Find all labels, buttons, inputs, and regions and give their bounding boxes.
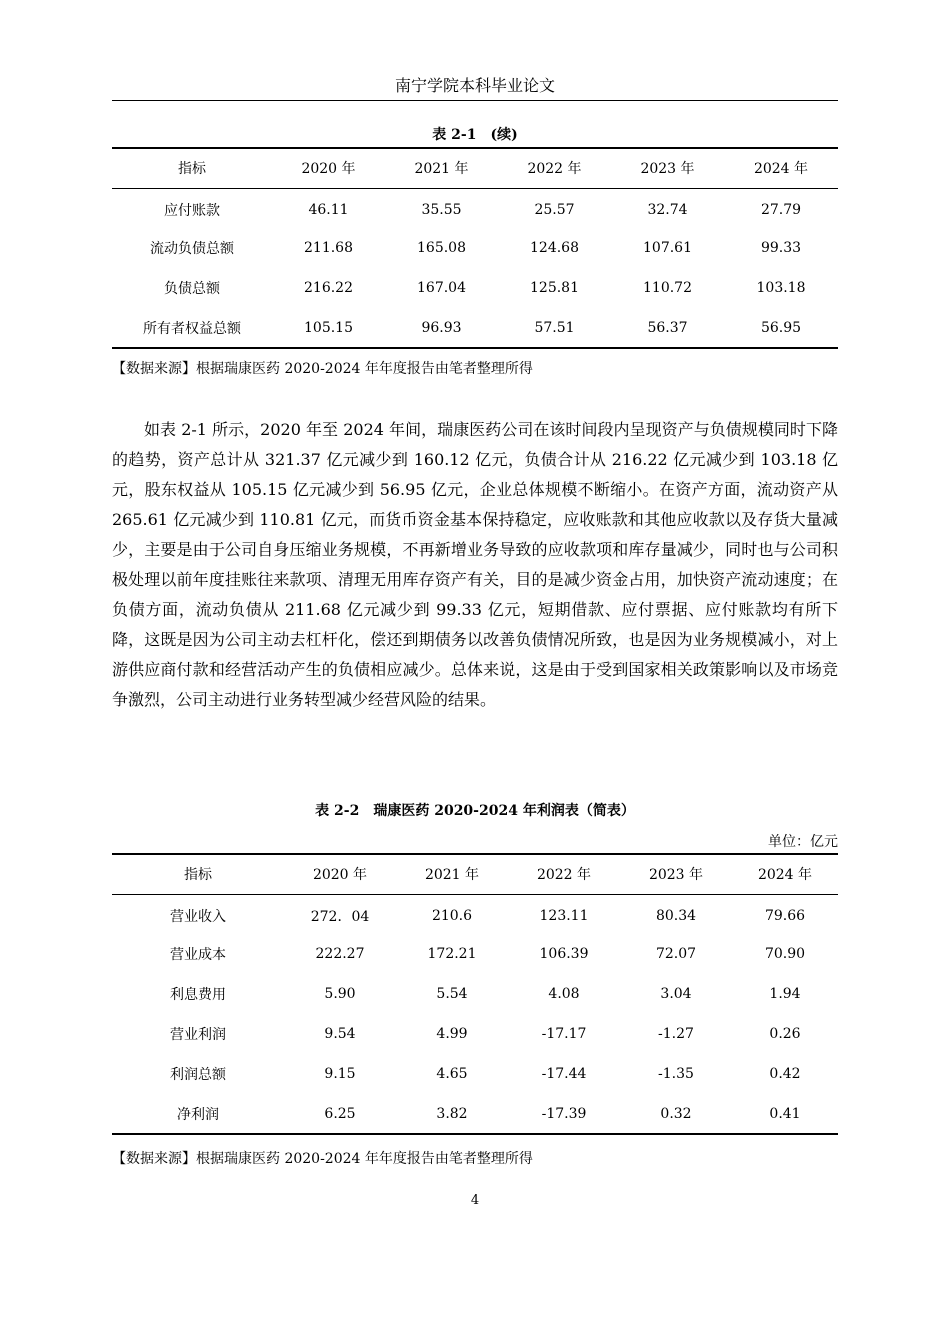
table-cell: 4.65 [436,1066,468,1082]
table-cell: 222.27 [315,946,365,962]
table1-caption: 表 2-1 (续) [432,127,518,143]
header-rule [112,100,838,101]
table-cell: -17.17 [541,1026,587,1042]
table-row [112,188,838,228]
row-label: 所有者权益总额 [143,320,241,337]
column-header: 2021 年 [414,161,469,178]
row-label: 净利润 [177,1106,219,1123]
table-cell: 107.61 [643,240,692,256]
row-label: 流动负债总额 [150,241,234,257]
analysis-paragraph: 如表 2-1 所示，2020 年至 2024 年间，瑞康医药公司在该时间段内呈现资产与负债规模同时下降的趋势，资产总计从 321.37 亿元减少到 160.12 亿元，负债合计从 216.22 亿元减少到 103.18 亿元，股东权益从 105.15 亿元减少到 56.95 亿元，企业总体规模不断缩小。在资产方面，流动资产从 265.61 亿元减少到 110.81 亿元，而货币资金基本保持稳定，应收账款和其他应收款以及存货大量减少，主要是由于公司自身压缩业务规模，不再新增业务导致的应收款项和库存量减少，同时也与公司积极处理以前年度挂账往来款项、清理无用库存资产有关，目的是减少资金占用，加快资产流动速度；在负债方面，流动负债从 211.68 亿元减少到 99.33 亿元，短期借款、应付票据、应付账款均有所下降，这既是因为公司主动去杠杆化，偿还到期债务以改善负债情况所致，也是因为业务规模减小，对上游供应商付款和经营活动产生的负债相应减少。总体来说，这是由于受到国家相关政策影响以及市场竞争激烈，公司主动进行业务转型减少经营风险的结果。 [112,420,838,709]
table-cell: 57.51 [534,319,575,336]
table-cell: 56.95 [760,319,802,336]
table-cell: 172.21 [427,946,477,962]
column-header: 2024 年 [757,867,813,884]
table-cell: 106.39 [539,946,589,962]
table-cell: 165.08 [417,240,466,256]
column-header: 2024 年 [753,161,809,178]
table-cell: 4.99 [436,1026,468,1042]
table-row [112,228,838,268]
table-cell: 5.90 [324,986,356,1002]
row-label: 利息费用 [170,987,226,1003]
table-cell: -17.44 [541,1066,587,1082]
table-row [112,1094,838,1134]
table-cell: 167.04 [417,280,466,296]
table-cell: 80.34 [655,908,697,925]
table-row [112,934,838,974]
table-cell: 9.54 [324,1026,356,1042]
table-cell: 103.18 [756,280,806,296]
table-cell: 124.68 [530,240,579,256]
table-cell: 3.82 [436,1105,468,1122]
table-cell: 1.94 [769,986,801,1002]
table-row [112,894,838,934]
table-cell: 211.68 [304,240,353,256]
table-cell: 125.81 [530,280,579,296]
column-header: 2022 年 [536,867,592,884]
table1-source-note: 【数据来源】根据瑞康医药 2020-2024 年年度报告由笔者整理所得 [112,361,533,377]
row-label: 营业收入 [170,909,226,926]
row-label: 营业成本 [170,947,226,963]
table-cell: 72.07 [655,946,697,962]
table-cell: 6.25 [324,1105,356,1122]
table-cell: -1.35 [658,1066,694,1082]
table-cell: 25.57 [534,202,575,219]
income-statement-table [112,853,838,1135]
table2-unit: 单位：亿元 [768,834,838,850]
table-row [112,974,838,1014]
table-cell: 0.42 [769,1066,801,1082]
column-header: 2022 年 [527,161,582,178]
table-cell: -17.39 [541,1105,587,1122]
table-cell: 105.15 [304,319,353,336]
table-cell: 3.04 [660,986,692,1002]
column-header: 2020 年 [312,867,368,884]
column-header: 2021 年 [424,867,480,884]
table-cell: 32.74 [647,202,688,219]
table-cell: 9.15 [324,1066,356,1082]
table-cell: 79.66 [764,908,806,925]
table-cell: 99.33 [760,240,802,256]
table-header-row [112,148,838,188]
row-label: 利润总额 [170,1067,226,1083]
column-header: 2020 年 [301,161,356,178]
table-cell: 56.37 [647,319,688,336]
table-row [112,1054,838,1094]
page-number: 4 [470,1193,480,1208]
column-header: 指标 [184,867,212,884]
table-cell: 210.6 [431,908,473,925]
table-cell: 272．04 [310,909,370,926]
column-header: 指标 [178,161,206,178]
table-cell: 35.55 [421,202,462,219]
column-header: 2023 年 [640,161,695,178]
table2-source-note: 【数据来源】根据瑞康医药 2020-2024 年年度报告由笔者整理所得 [112,1151,533,1167]
table-cell: 0.32 [660,1105,692,1122]
row-label: 应付账款 [164,203,220,220]
table-cell: -1.27 [658,1026,694,1042]
table-cell: 0.26 [769,1026,801,1042]
table-row [112,1014,838,1054]
table-cell: 5.54 [436,986,468,1002]
table-row [112,268,838,308]
table-row [112,308,838,348]
table-cell: 46.11 [308,202,349,219]
table-cell: 216.22 [304,280,353,296]
table-cell: 110.72 [643,280,692,296]
table-cell: 27.79 [760,202,802,219]
row-label: 负债总额 [164,281,220,297]
table-cell: 123.11 [539,908,589,925]
row-label: 营业利润 [170,1027,226,1043]
table-cell: 4.08 [548,986,580,1002]
running-header: 南宁学院本科毕业论文 [394,76,555,95]
table2-caption: 表 2-2 瑞康医药 2020-2024 年利润表（简表） [315,803,635,819]
table-cell: 0.41 [769,1105,801,1122]
table-cell: 96.93 [421,319,462,336]
balance-sheet-table [112,147,838,349]
table-header-row [112,854,838,894]
column-header: 2023 年 [648,867,704,884]
table-cell: 70.90 [764,946,806,962]
